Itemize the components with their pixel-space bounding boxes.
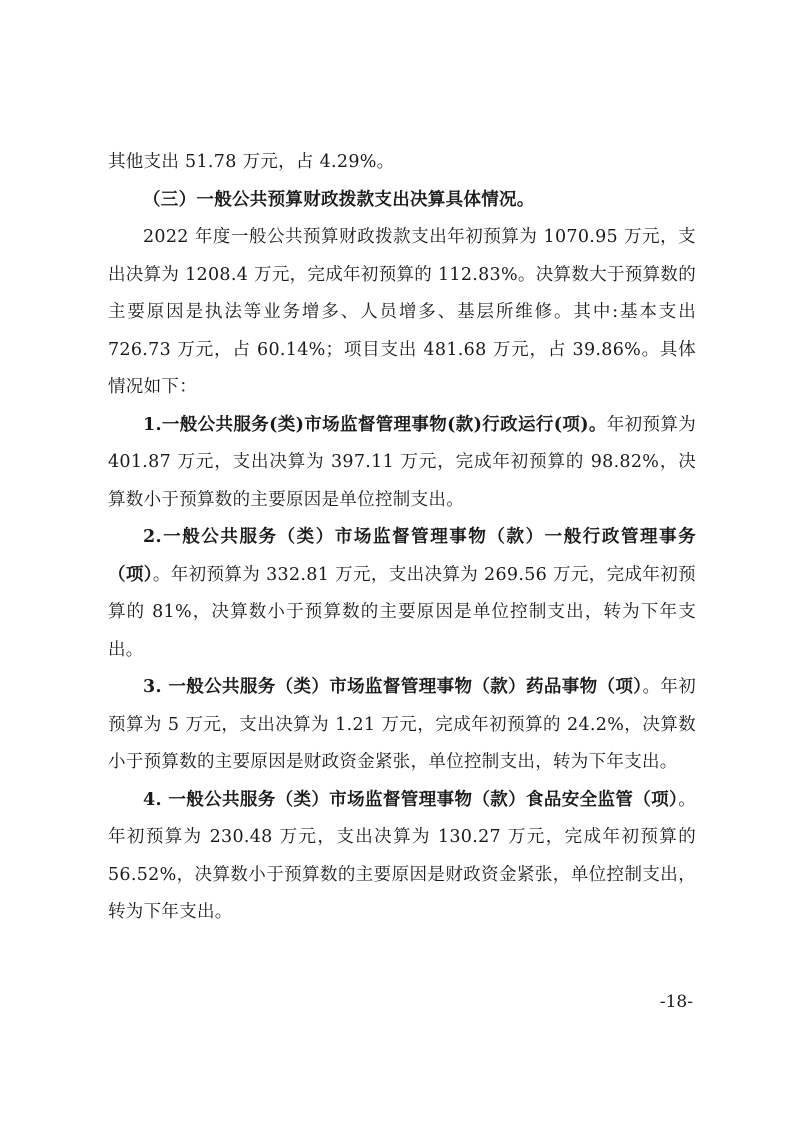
item-4 [108,782,696,932]
item-3-title: 3. 一般公共服务（类）市场监督管理事物（款）药品事物（项） [143,677,643,697]
item-1-body: 年初预算为 401.87 万元，支出决算为 397.11 万元，完成年初预算的 98.82%，决算数小于预算数的主要原因是单位控制支出。 [108,414,696,510]
page-number: -18- [659,992,693,1012]
document-body [108,144,696,932]
item-3-body: 。年初预算为 5 万元，支出决算为 1.21 万元，完成年初预算的 24.2%，决算数小于预算数的主要原因是财政资金紧张，单位控制支出，转为下年支出。 [108,677,697,772]
item-3 [108,669,696,782]
item-4-title: 4. 一般公共服务（类）市场监督管理事物（款）食品安全监管（项） [143,789,679,810]
item-4-body: 。年初预算为 230.48 万元，支出决算为 130.27 万元，完成年初预算的 56.52%，决算数小于预算数的主要原因是财政资金紧张，单位控制支出，转为下年支出。 [108,789,696,922]
item-1 [108,407,696,520]
item-2-body: 。年初预算为 332.81 万元，支出决算为 269.56 万元，完成年初预算的 81%，决算数小于预算数的主要原因是单位控制支出，转为下年支出。 [108,564,696,660]
item-2-title: 2.一般公共服务（类）市场监督管理事物（款）一般行政管理事务（项） [108,527,696,585]
section-heading: （三）一般公共预算财政拨款支出决算具体情况。 [143,189,535,210]
item-1-title: 1.一般公共服务(类)市场监督管理事物(款)行政运行(项)。 [143,414,607,435]
paragraph-other-expenses: 其他支出 51.78 万元，占 4.29%。 [108,152,395,172]
paragraph-summary: 2022 年度一般公共预算财政拨款支出年初预算为 1070.95 万元，支出决算为 1208.4 万元，完成年初预算的 112.83%。决算数大于预算数的主要原因是执法等业务增多、人员增多、基层所维修。其中:基本支出 726.73 万元，占 60.14%；项目支出 481.68 万元，占 39.86%。具体情况如下： [108,227,696,397]
item-2 [108,519,696,669]
